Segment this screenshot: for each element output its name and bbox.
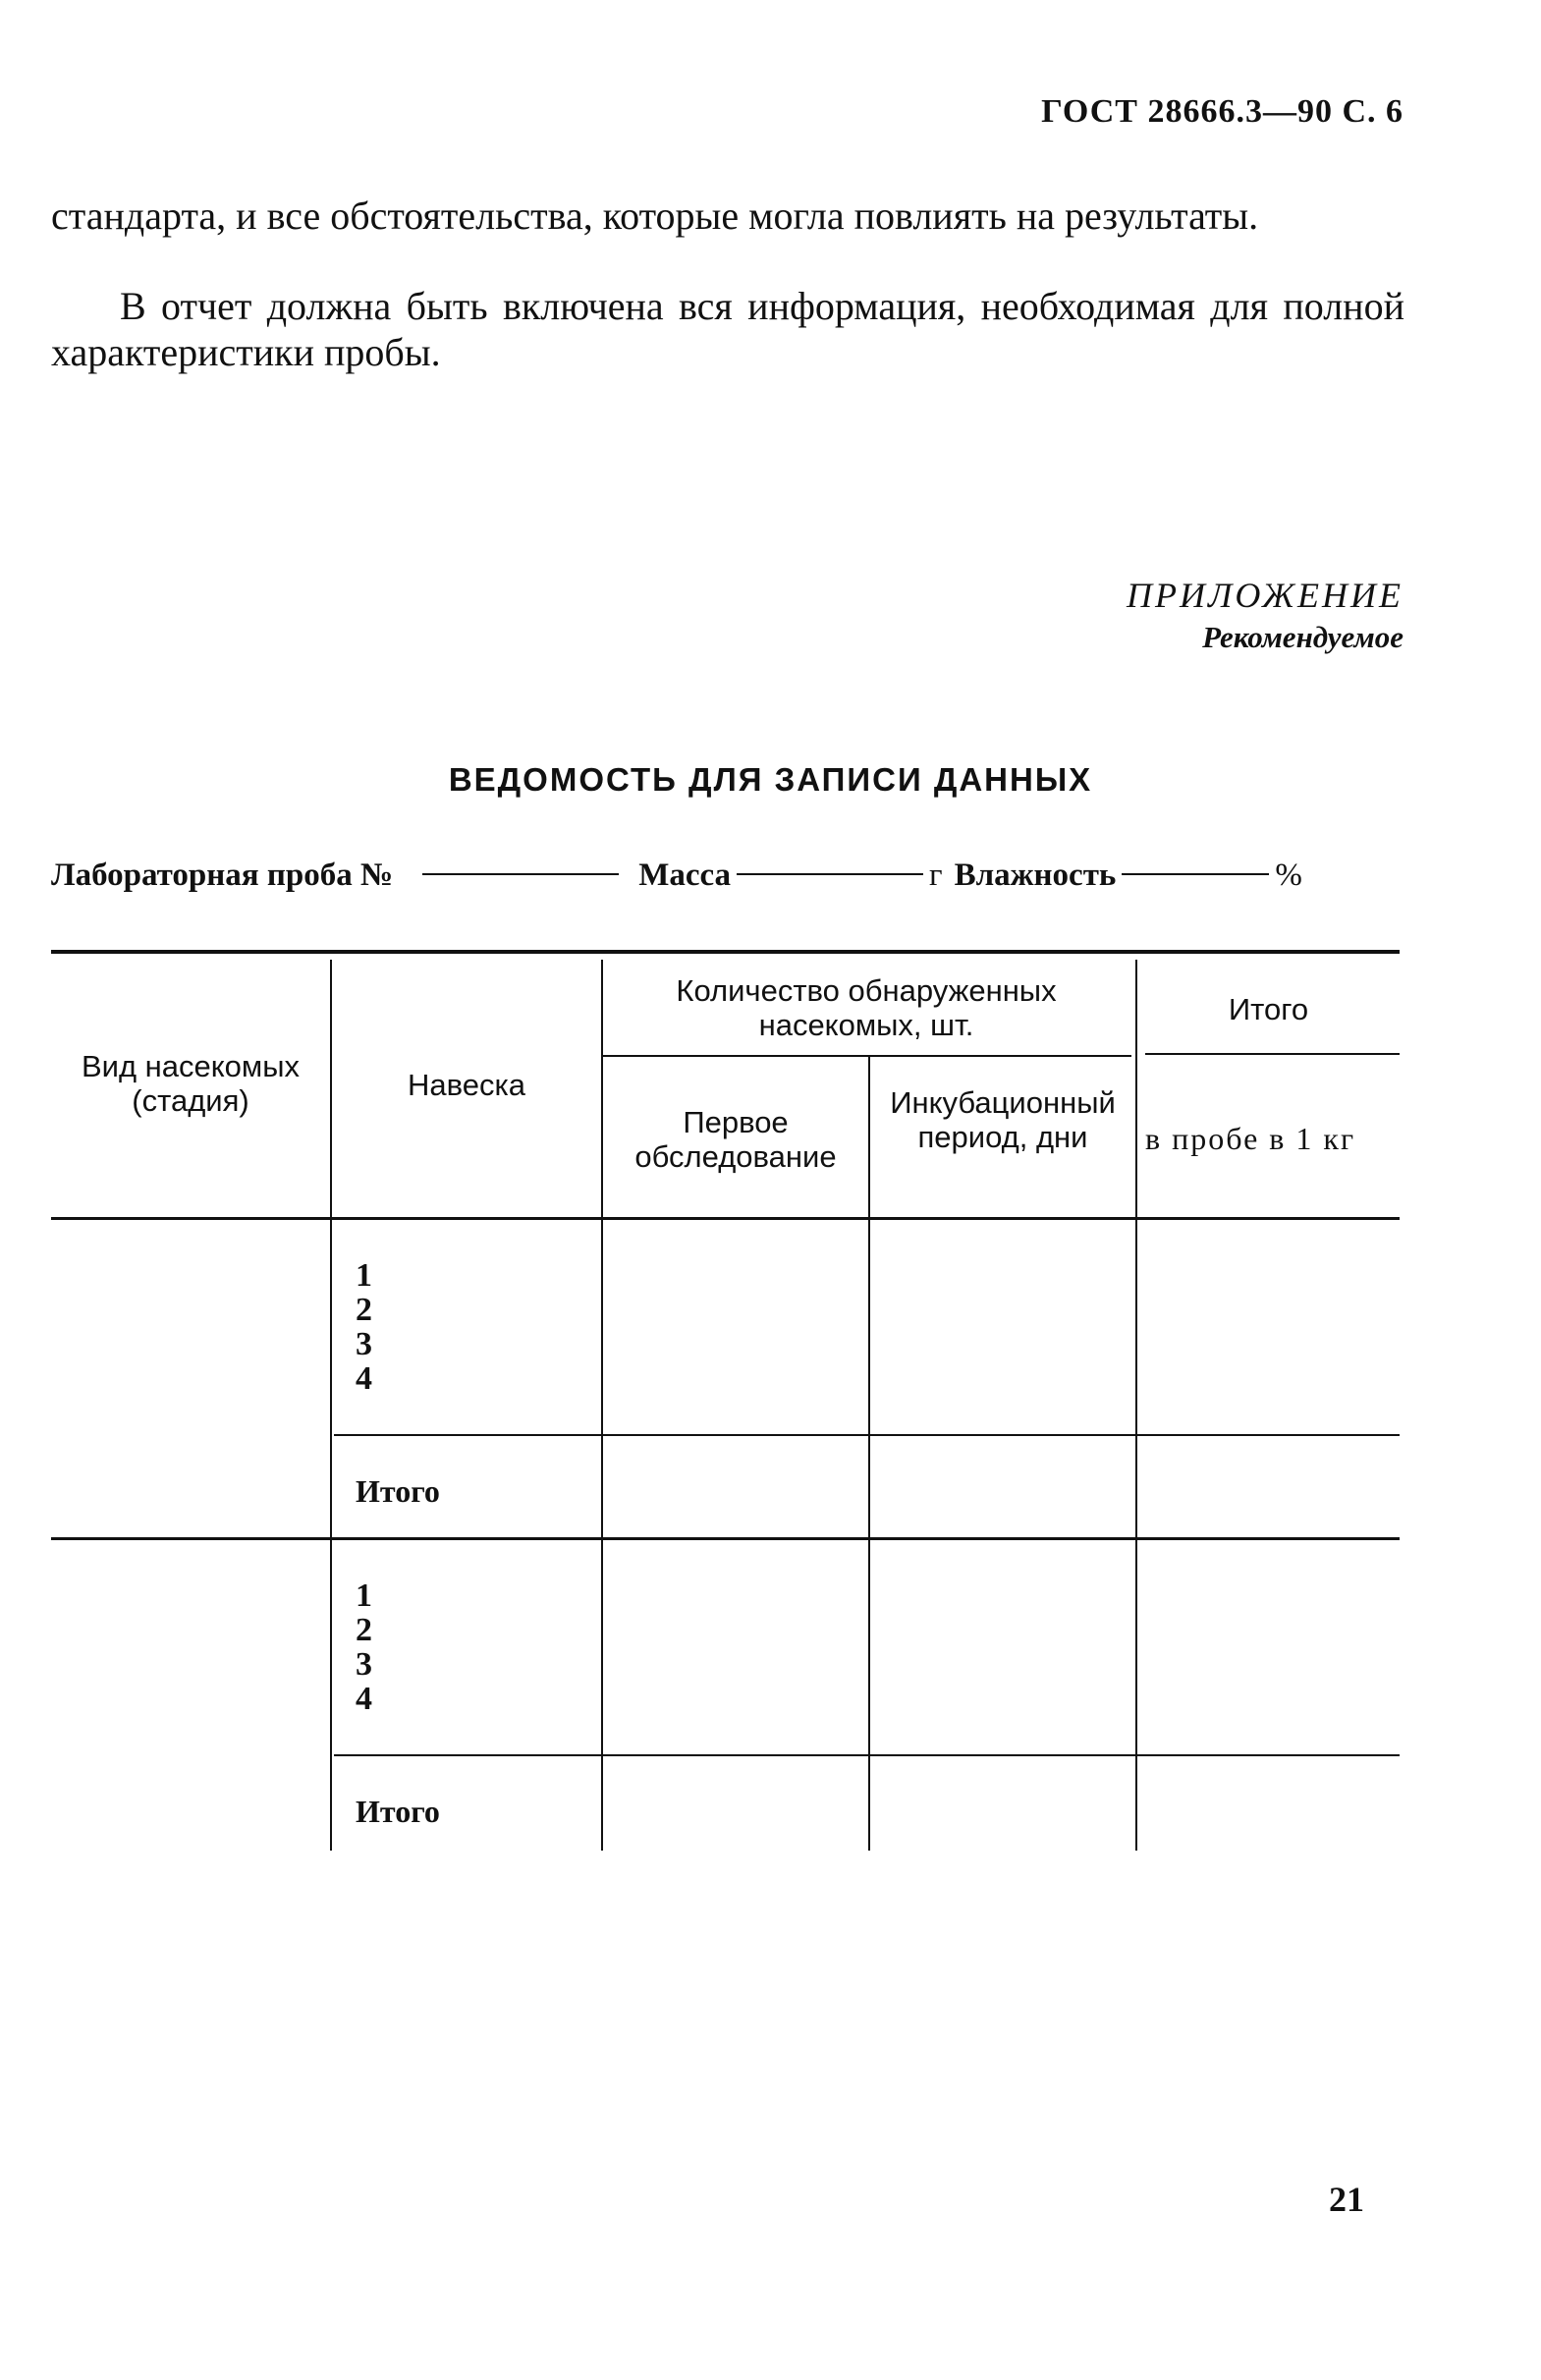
body-paragraph-2: В отчет должна быть включена вся информация, необходимая для полной характеристики пробы. [51, 284, 1404, 374]
table-top-rule [51, 950, 1400, 954]
lab-sample-label: Лабораторная проба № [51, 858, 394, 893]
appendix-title: ПРИЛОЖЕНИЕ [1127, 576, 1403, 615]
page-number: 21 [1329, 2180, 1364, 2219]
header-first-exam: Первое обследование [634, 1105, 837, 1174]
header-species: Вид насекомых (стадия) [81, 1049, 301, 1118]
body-paragraph-1: стандарта, и все обстоятельства, которые могла повлиять на результаты. [51, 194, 1259, 238]
header-portion: Навеска [408, 1068, 525, 1102]
total-group-underline [1145, 1053, 1400, 1055]
portion-number: 2 [356, 1612, 372, 1648]
mass-unit: г [929, 858, 943, 893]
col-divider-3 [868, 1057, 870, 1851]
portion-number: 1 [356, 1577, 372, 1614]
col-divider-4 [1135, 960, 1137, 1851]
header-total-per-kg: в пробе в 1 кг [1145, 1121, 1356, 1156]
count-group-underline [603, 1055, 1131, 1057]
col-divider-2 [601, 960, 603, 1851]
lab-sample-blank[interactable] [422, 873, 619, 875]
portion-number: 3 [356, 1326, 372, 1362]
portion-number: 4 [356, 1681, 372, 1717]
form-title: ВЕДОМОСТЬ ДЛЯ ЗАПИСИ ДАННЫХ [448, 761, 1093, 798]
mass-label: Масса [638, 858, 732, 893]
moisture-unit: % [1275, 858, 1302, 893]
standard-reference: ГОСТ 28666.3—90 С. 6 [1041, 93, 1403, 130]
header-bottom-rule [51, 1217, 1400, 1220]
group1-total-label: Итого [356, 1473, 440, 1509]
group2-portions [356, 1578, 372, 1716]
sample-fields-line [51, 858, 1404, 894]
header-incubation: Инкубационный период, дни [890, 1085, 1116, 1154]
group-separator-rule [51, 1537, 1400, 1540]
mass-blank[interactable] [737, 873, 923, 875]
moisture-label: Влажность [954, 858, 1117, 893]
group1-portions [356, 1258, 372, 1396]
portion-number: 3 [356, 1646, 372, 1683]
group1-total-rule [334, 1434, 1400, 1436]
header-count-group: Количество обнаруженных насекомых, шт. [676, 973, 1057, 1042]
group2-total-label: Итого [356, 1794, 440, 1829]
portion-number: 1 [356, 1257, 372, 1294]
portion-number: 4 [356, 1360, 372, 1397]
appendix-block [1127, 573, 1403, 657]
appendix-status: Рекомендуемое [1202, 620, 1403, 654]
header-total-group: Итого [1228, 992, 1309, 1026]
moisture-blank[interactable] [1122, 873, 1269, 875]
portion-number: 2 [356, 1292, 372, 1328]
group2-total-rule [334, 1754, 1400, 1756]
